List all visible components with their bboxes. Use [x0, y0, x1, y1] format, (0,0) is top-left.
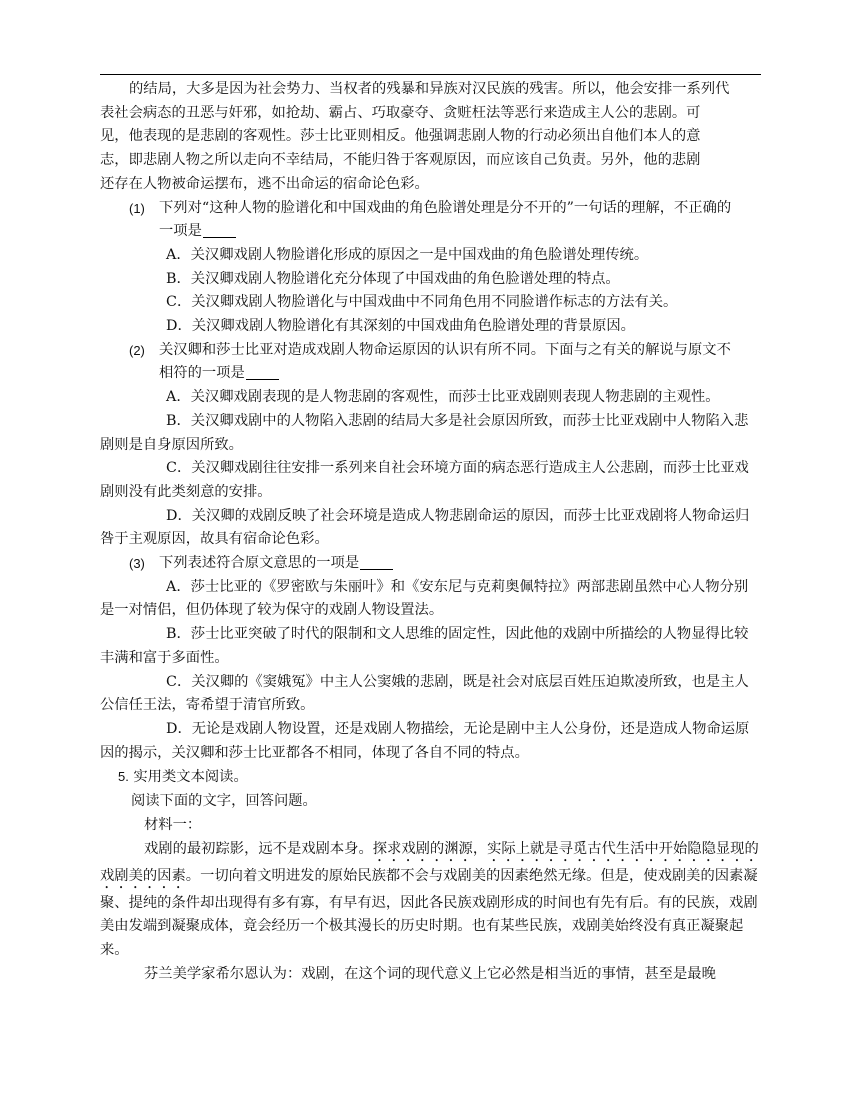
intro-line: 表社会病态的丑恶与奸邪，如抢劫、霸占、巧取豪夺、贪赃枉法等恶行来造成主人公的悲剧。可 [100, 104, 701, 121]
option-b[interactable]: B．关汉卿戏剧中的人物陷入悲剧的结局大多是社会原因所致，而莎士比亚戏剧中人物陷入悲剧则是自身原因所致。 [100, 412, 749, 453]
question-stem-text: 相符的一项是 [159, 365, 245, 382]
section-heading [100, 765, 762, 790]
option-a[interactable]: A．莎士比亚的《罗密欧与朱丽叶》和《安东尼与克莉奥佩特拉》两部悲剧虽然中心人物分别是一对情侣，但仍体现了较为保守的戏剧人物设置法。 [100, 578, 749, 619]
section-number: 5. [118, 769, 129, 785]
question-1 [100, 197, 762, 244]
option-d[interactable]: D．关汉卿的戏剧反映了社会环境是造成人物悲剧命运的原因，而莎士比亚戏剧将人物命运归咎于主观原因，故具有宿命论色彩。 [100, 507, 750, 548]
section-title: 实用类文本阅读。 [133, 769, 248, 786]
material-label: 材料一： [144, 816, 202, 833]
option-c[interactable]: C．关汉卿戏剧往往安排一系列来自社会环境方面的病态恶行造成主人公悲剧，而莎士比亚戏剧则没有此类刻意的安排。 [100, 460, 749, 500]
question-stem-end [159, 552, 762, 576]
emphasized-text: 探求戏剧的渊源，实际上就是寻觅古代生活中开始隐隐显现的戏剧美的因素 [100, 840, 759, 884]
option-c[interactable]: C．关汉卿戏剧人物脸谱化与中国戏曲中不同角色用不同脸谱作标志的方法有关。 [166, 294, 678, 311]
answer-blank[interactable] [360, 553, 393, 570]
question-stem-text: 下列表述符合原文意思的一项是 [159, 555, 360, 572]
option-b[interactable]: B．关汉卿戏剧人物脸谱化充分体现了中国戏曲的角色脸谱处理的特点。 [166, 270, 620, 287]
option-d[interactable]: D．无论是戏剧人物设置，还是戏剧人物描绘，无论是剧中主人公身份，还是造成人物命运原因的揭示，关汉卿和莎士比亚都各不相同，体现了各自不同的特点。 [100, 720, 750, 761]
option-c[interactable]: C．关汉卿的《窦娥冤》中主人公窦娥的悲剧，既是社会对底层百姓压迫欺凌所致，也是主人公信任王法，寄希望于清官所致。 [100, 673, 749, 714]
reading-instruction: 阅读下面的文字，回答问题。 [131, 793, 317, 810]
material-paragraph: 芬兰美学家希尔恩认为：戏剧，在这个词的现代意义上它必然是相当近的事情，甚至是最晚 [144, 965, 716, 982]
option-a[interactable]: A．关汉卿戏剧人物脸谱化形成的原因之一是中国戏曲的角色脸谱处理传统。 [166, 246, 649, 263]
question-number: (3) [129, 556, 145, 572]
option-a[interactable]: A．关汉卿戏剧表现的是人物悲剧的客观性，而莎士比亚戏剧则表现人物悲剧的主观性。 [166, 389, 720, 406]
intro-line: 志，即悲剧人物之所以走向不幸结局，不能归咎于客观原因，而应该自己负责。另外，他的悲剧 [100, 152, 701, 169]
question-stem-text: 一项是 [159, 223, 202, 240]
question-number: (1) [129, 200, 145, 216]
paragraph-text: 戏剧的最初踪影，远不是戏剧本身。 [144, 840, 373, 857]
paragraph-text: 。一切向着文明进发的原始民族都不会与戏剧美的因素绝然无缘。但是，使戏剧美的因素凝聚、提纯的条件却出现得有多有寡，有早有迟，因此各民族戏剧形成的时间也有先有后。有的民族，戏剧美由发端到凝聚成体，竟会经历一个极其漫长的历史时期。也有某些民族，戏剧美始终没有真正凝聚起来。 [100, 867, 758, 958]
intro-line: 见，他表现的是悲剧的客观性。莎士比亚则相反。他强调悲剧人物的行动必须出自他们本人的意 [100, 128, 701, 145]
question-stem: 下列对“这种人物的脸谱化和中国戏曲的角色脸谱处理是分不开的”一句话的理解，不正确的 [159, 199, 732, 216]
material-paragraph [100, 838, 762, 963]
question-number: (2) [129, 342, 145, 358]
question-stem: 关汉卿和莎士比亚对造成戏剧人物命运原因的认识有所不同。下面与之有关的解说与原文不 [159, 341, 731, 358]
option-b[interactable]: B．莎士比亚突破了时代的限制和文人思维的固定性，因此他的戏剧中所描绘的人物显得比较丰满和富于多面性。 [100, 626, 749, 666]
question-3 [100, 552, 762, 576]
question-stem-end [159, 220, 762, 244]
question-stem-end [159, 362, 762, 386]
answer-blank[interactable] [246, 363, 279, 380]
question-2 [100, 339, 762, 386]
intro-line: 的结局，大多是因为社会势力、当权者的残暴和异族对汉民族的残害。所以，他会安排一系列代 [129, 81, 730, 97]
intro-line: 还存在人物被命运摆布，逃不出命运的宿命论色彩。 [100, 175, 429, 192]
option-d[interactable]: D．关汉卿戏剧人物脸谱化有其深刻的中国戏曲角色脸谱处理的背景原因。 [166, 318, 635, 335]
header-rule [100, 74, 761, 75]
document-body [100, 78, 762, 986]
answer-blank[interactable] [203, 221, 236, 238]
